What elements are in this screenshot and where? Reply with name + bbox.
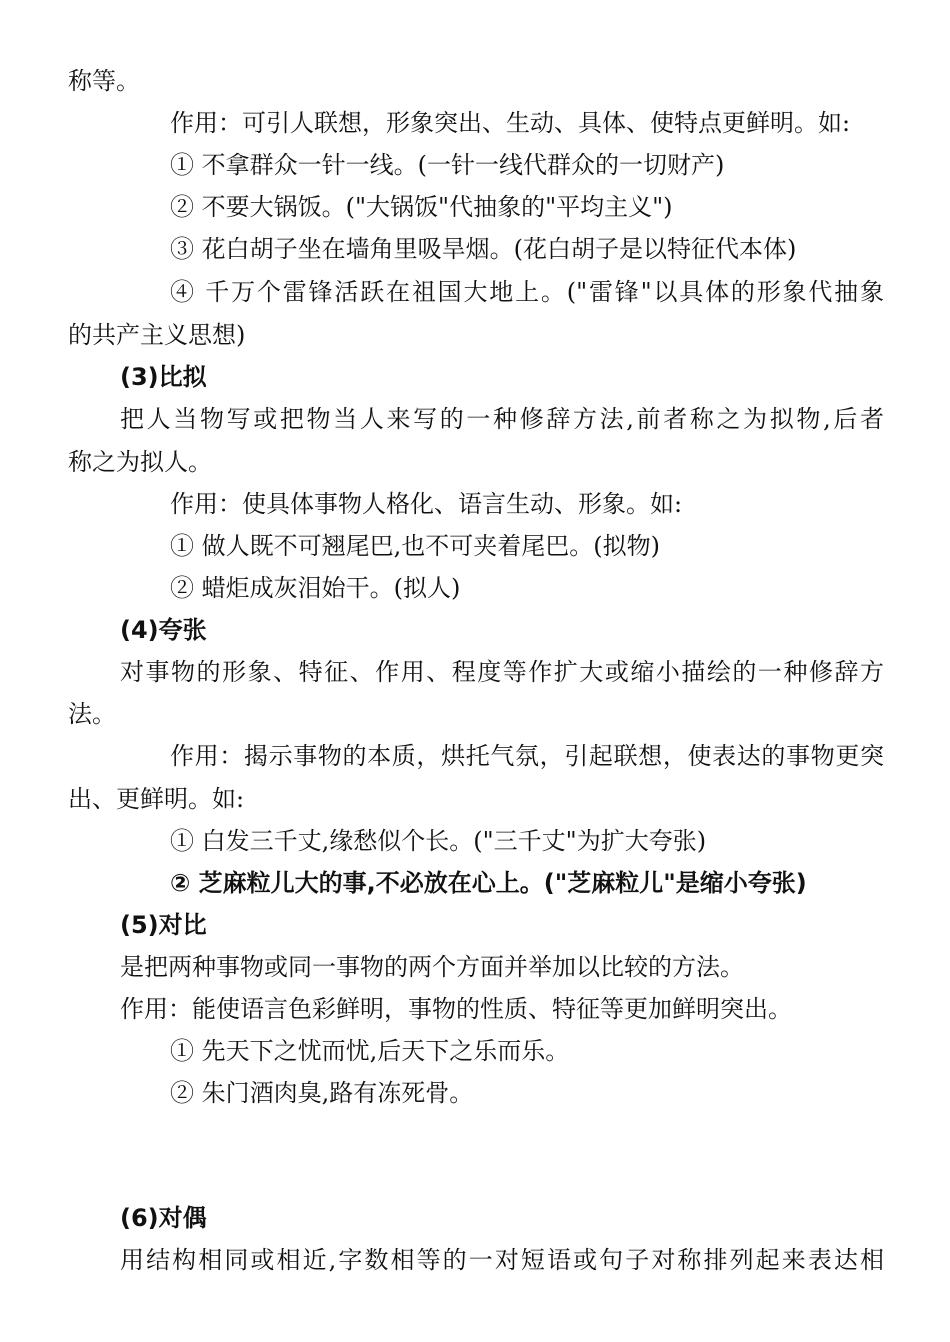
list-item: ② 芝麻粒儿大的事,不必放在心上。("芝麻粒儿"是缩小夸张)	[170, 869, 807, 897]
list-item: ① 不拿群众一针一线。(一针一线代群众的一切财产)	[170, 151, 725, 179]
list-item: ② 朱门酒肉臭,路有冻死骨。	[170, 1079, 474, 1107]
text-line: 作用：使具体事物人格化、语言生动、形象。如:	[170, 490, 683, 518]
section-heading: (4)夸张	[120, 616, 207, 644]
list-item: ① 白发三千丈,缘愁似个长。("三千丈"为扩大夸张)	[170, 827, 707, 855]
list-item: ① 做人既不可翘尾巴,也不可夹着尾巴。(拟物)	[170, 532, 660, 560]
text-line: 对事物的形象、特征、作用、程度等作扩大或缩小描绘的一种修辞方	[120, 658, 884, 686]
section-heading: (5)对比	[120, 911, 207, 939]
section-heading: (3)比拟	[120, 363, 207, 391]
list-item: ③ 花白胡子坐在墙角里吸旱烟。(花白胡子是以特征代本体)	[170, 235, 797, 263]
text-line: 称等。	[68, 67, 140, 95]
list-item: ② 蜡炬成灰泪始干。(拟人)	[170, 574, 461, 602]
text-line: 出、更鲜明。如:	[68, 785, 245, 813]
text-line: 作用：揭示事物的本质，烘托气氛，引起联想，使表达的事物更突	[170, 742, 884, 770]
text-line: 把人当物写或把物当人来写的一种修辞方法,前者称之为拟物,后者	[120, 405, 884, 433]
text-line: 法。	[68, 700, 116, 728]
text-line: 作用：可引人联想，形象突出、生动、具体、使特点更鲜明。如:	[170, 109, 851, 137]
text-line: 称之为拟人。	[68, 448, 212, 476]
text-line: 用结构相同或相近,字数相等的一对短语或句子对称排列起来表达相	[120, 1246, 884, 1274]
list-item: ① 先天下之忧而忧,后天下之乐而乐。	[170, 1037, 570, 1065]
text-line: 作用：能使语言色彩鲜明，事物的性质、特征等更加鲜明突出。	[120, 995, 792, 1023]
text-line: 的共产主义思想)	[68, 321, 246, 349]
section-heading: (6)对偶	[120, 1204, 207, 1232]
list-item: ④ 千万个雷锋活跃在祖国大地上。("雷锋"以具体的形象代抽象	[170, 278, 884, 306]
text-line: 是把两种事物或同一事物的两个方面并举加以比较的方法。	[120, 953, 744, 981]
list-item: ② 不要大锅饭。("大锅饭"代抽象的"平均主义")	[170, 193, 673, 221]
